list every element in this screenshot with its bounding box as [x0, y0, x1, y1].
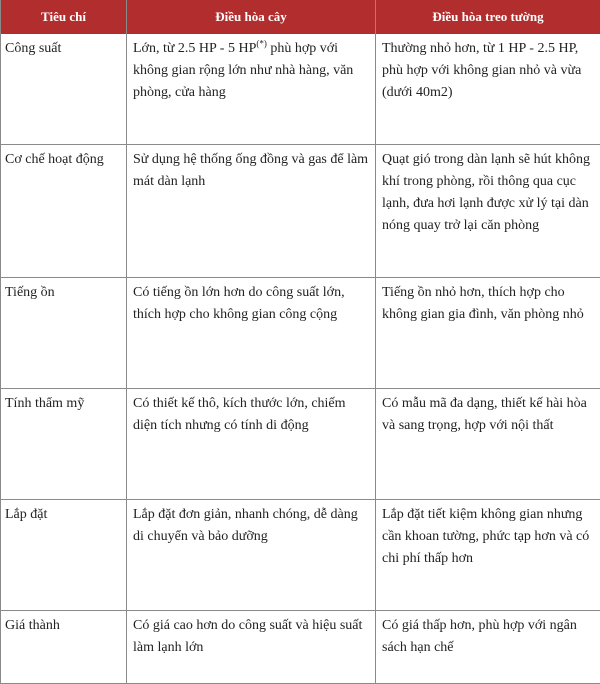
floor-ac-cell — [127, 34, 376, 145]
cell-text: phù hợp với không gian rộng lớn như nhà hàng, văn phòng, cửa hàng — [133, 41, 353, 100]
criterion-cell: Công suất — [1, 34, 127, 145]
wall-ac-cell: Có mẫu mã đa dạng, thiết kế hài hòa và sang trọng, hợp với nội thất — [376, 389, 600, 500]
table-row — [1, 34, 600, 145]
wall-ac-cell: Lắp đặt tiết kiệm không gian nhưng cần khoan tường, phức tạp hơn và có chi phí thấp hơn — [376, 500, 600, 611]
criterion-cell: Lắp đặt — [1, 500, 127, 611]
criterion-cell: Giá thành — [1, 611, 127, 684]
header-floor-ac: Điều hòa cây — [127, 0, 376, 34]
table-row — [1, 389, 600, 500]
wall-ac-cell: Thường nhỏ hơn, từ 1 HP - 2.5 HP, phù hợp với không gian nhỏ và vừa (dưới 40m2) — [376, 34, 600, 145]
floor-ac-cell: Có tiếng ồn lớn hơn do công suất lớn, thích hợp cho không gian công cộng — [127, 278, 376, 389]
header-row — [1, 0, 600, 34]
cell-text: Lớn, từ 2.5 HP - 5 HP — [133, 41, 256, 56]
criterion-cell: Cơ chế hoạt động — [1, 145, 127, 278]
table-row — [1, 278, 600, 389]
floor-ac-cell: Có thiết kế thô, kích thước lớn, chiếm diện tích nhưng có tính di động — [127, 389, 376, 500]
table-row — [1, 145, 600, 278]
floor-ac-cell: Lắp đặt đơn giản, nhanh chóng, dễ dàng di chuyển và bảo dưỡng — [127, 500, 376, 611]
table-row — [1, 611, 600, 684]
floor-ac-cell: Sử dụng hệ thống ống đồng và gas để làm mát dàn lạnh — [127, 145, 376, 278]
floor-ac-cell: Có giá cao hơn do công suất và hiệu suất làm lạnh lớn — [127, 611, 376, 684]
table-row — [1, 500, 600, 611]
wall-ac-cell: Có giá thấp hơn, phù hợp với ngân sách hạn chế — [376, 611, 600, 684]
header-wall-ac: Điều hòa treo tường — [376, 0, 600, 34]
wall-ac-cell: Quạt gió trong dàn lạnh sẽ hút không khí trong phòng, rồi thông qua cục lạnh, đưa hơi lạnh được xử lý tại dàn nóng quay trở lại căn phòng — [376, 145, 600, 278]
wall-ac-cell: Tiếng ồn nhỏ hơn, thích hợp cho không gian gia đình, văn phòng nhỏ — [376, 278, 600, 389]
criterion-cell: Tiếng ồn — [1, 278, 127, 389]
header-criteria: Tiêu chí — [1, 0, 127, 34]
footnote-marker: (*) — [256, 38, 267, 48]
criterion-cell: Tính thẩm mỹ — [1, 389, 127, 500]
